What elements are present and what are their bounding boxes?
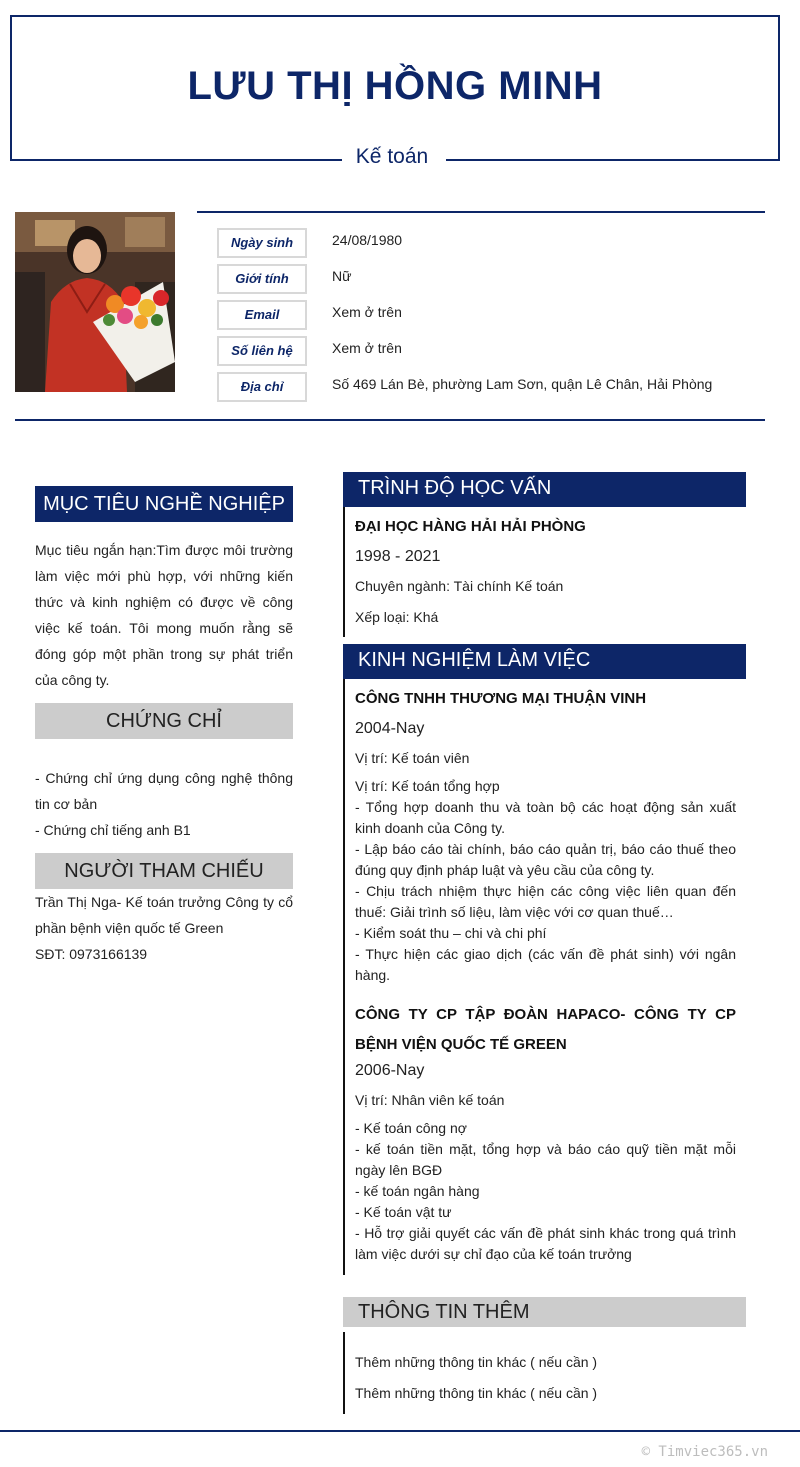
experience-bar xyxy=(343,679,345,1275)
additional-item: Thêm những thông tin khác ( nếu cần ) xyxy=(355,1354,598,1370)
job-detail: - Kế toán công nợ xyxy=(355,1120,467,1136)
job-detail: Vị trí: Kế toán tổng hợp xyxy=(355,778,500,794)
experience-heading: KINH NGHIỆM LÀM VIỆC xyxy=(343,644,746,679)
job-detail: - Kế toán vật tư xyxy=(355,1204,452,1220)
additional-heading: THÔNG TIN THÊM xyxy=(343,1297,746,1327)
job-detail: - Hỗ trợ giải quyết các vấn đề phát sinh khác trong quá trình làm việc dưới sự chỉ đạo của kế toán trưởng xyxy=(355,1225,736,1262)
objective-text: Mục tiêu ngắn hạn:Tìm được môi trường làm việc mới phù hợp, với những kiến thức và kinh nghiệm có được về công việc kế toán. Tôi mong muốn rằng sẽ đóng góp một phần trong sự phát triển của công ty. xyxy=(35,542,293,688)
footer-divider xyxy=(0,1430,800,1432)
job-company: CÔNG TY CP TẬP ĐOÀN HAPACO- CÔNG TY CP BỆNH VIỆN QUỐC TẾ GREEN xyxy=(355,1006,736,1053)
job-years: 2004-Nay xyxy=(355,720,425,737)
job-position: Vị trí: Nhân viên kế toán xyxy=(355,1092,505,1108)
education-bar xyxy=(343,507,345,637)
job-detail: - Kiểm soát thu – chi và chi phí xyxy=(355,925,547,941)
info-label: Địa chỉ xyxy=(217,372,307,402)
profile-photo xyxy=(15,212,175,392)
info-label: Email xyxy=(217,300,307,330)
reference-text: Trần Thị Nga- Kế toán trưởng Công ty cổ phần bệnh viện quốc tế Green xyxy=(35,894,293,936)
info-label: Giới tính xyxy=(217,264,307,294)
certificates-heading: CHỨNG CHỈ xyxy=(35,703,293,739)
info-label: Ngày sinh xyxy=(217,228,307,258)
header-line-right xyxy=(446,159,780,161)
education-grade: Xếp loại: Khá xyxy=(355,609,439,625)
job-detail: - Thực hiện các giao dịch (các vấn đề phát sinh) với ngân hàng. xyxy=(355,946,736,983)
education-school: ĐẠI HỌC HÀNG HẢI HẢI PHÒNG xyxy=(355,518,586,535)
education-years: 1998 - 2021 xyxy=(355,548,441,565)
header-box xyxy=(10,15,780,161)
reference-phone: SĐT: 0973166139 xyxy=(35,946,148,962)
info-value: Số 469 Lán Bè, phường Lam Sơn, quận Lê Chân, Hải Phòng xyxy=(332,376,713,392)
info-bottom-divider xyxy=(15,419,765,421)
job-years: 2006-Nay xyxy=(355,1062,425,1079)
header-line-left xyxy=(10,159,342,161)
certificate-item: - Chứng chỉ ứng dụng công nghệ thông tin cơ bản xyxy=(35,770,293,812)
info-value: Nữ xyxy=(332,268,352,284)
candidate-name: LƯU THỊ HỒNG MINH xyxy=(187,64,603,108)
info-value: Xem ở trên xyxy=(332,340,402,356)
info-label: Số liên hệ xyxy=(217,336,307,366)
certificate-item: - Chứng chỉ tiếng anh B1 xyxy=(35,822,191,838)
profile-photo-image xyxy=(15,212,175,392)
job-detail: - Tổng hợp doanh thu và toàn bộ các hoạt động sản xuất kinh doanh của Công ty. xyxy=(355,799,736,836)
job-detail: - kế toán ngân hàng xyxy=(355,1183,480,1199)
objective-heading: MỤC TIÊU NGHỀ NGHIỆP xyxy=(35,486,293,522)
job-position: Vị trí: Kế toán viên xyxy=(355,750,470,766)
job-company: CÔNG TNHH THƯƠNG MẠI THUẬN VINH xyxy=(355,690,647,707)
job-detail: - Lập báo cáo tài chính, báo cáo quản trị, báo cáo thuế theo đúng quy định pháp luật và yêu cầu của công ty. xyxy=(355,841,736,878)
info-value: 24/08/1980 xyxy=(332,232,403,248)
education-major: Chuyên ngành: Tài chính Kế toán xyxy=(355,578,564,594)
additional-item: Thêm những thông tin khác ( nếu cần ) xyxy=(355,1385,598,1401)
job-detail: - kế toán tiền mặt, tổng hợp và báo cáo quỹ tiền mặt mỗi ngày lên BGĐ xyxy=(355,1141,736,1178)
info-value: Xem ở trên xyxy=(332,304,402,320)
education-heading: TRÌNH ĐỘ HỌC VẤN xyxy=(343,472,746,507)
references-heading: NGƯỜI THAM CHIẾU xyxy=(35,853,293,889)
job-detail: - Chịu trách nhiệm thực hiện các công việc liên quan đến thuế: Giải trình số liệu, làm việc với cơ quan thuế… xyxy=(355,883,736,920)
job-title: Kế toán xyxy=(355,145,429,168)
additional-bar xyxy=(343,1332,345,1414)
footer-watermark: © Timviec365.vn xyxy=(641,1444,768,1460)
info-top-divider xyxy=(197,211,765,213)
